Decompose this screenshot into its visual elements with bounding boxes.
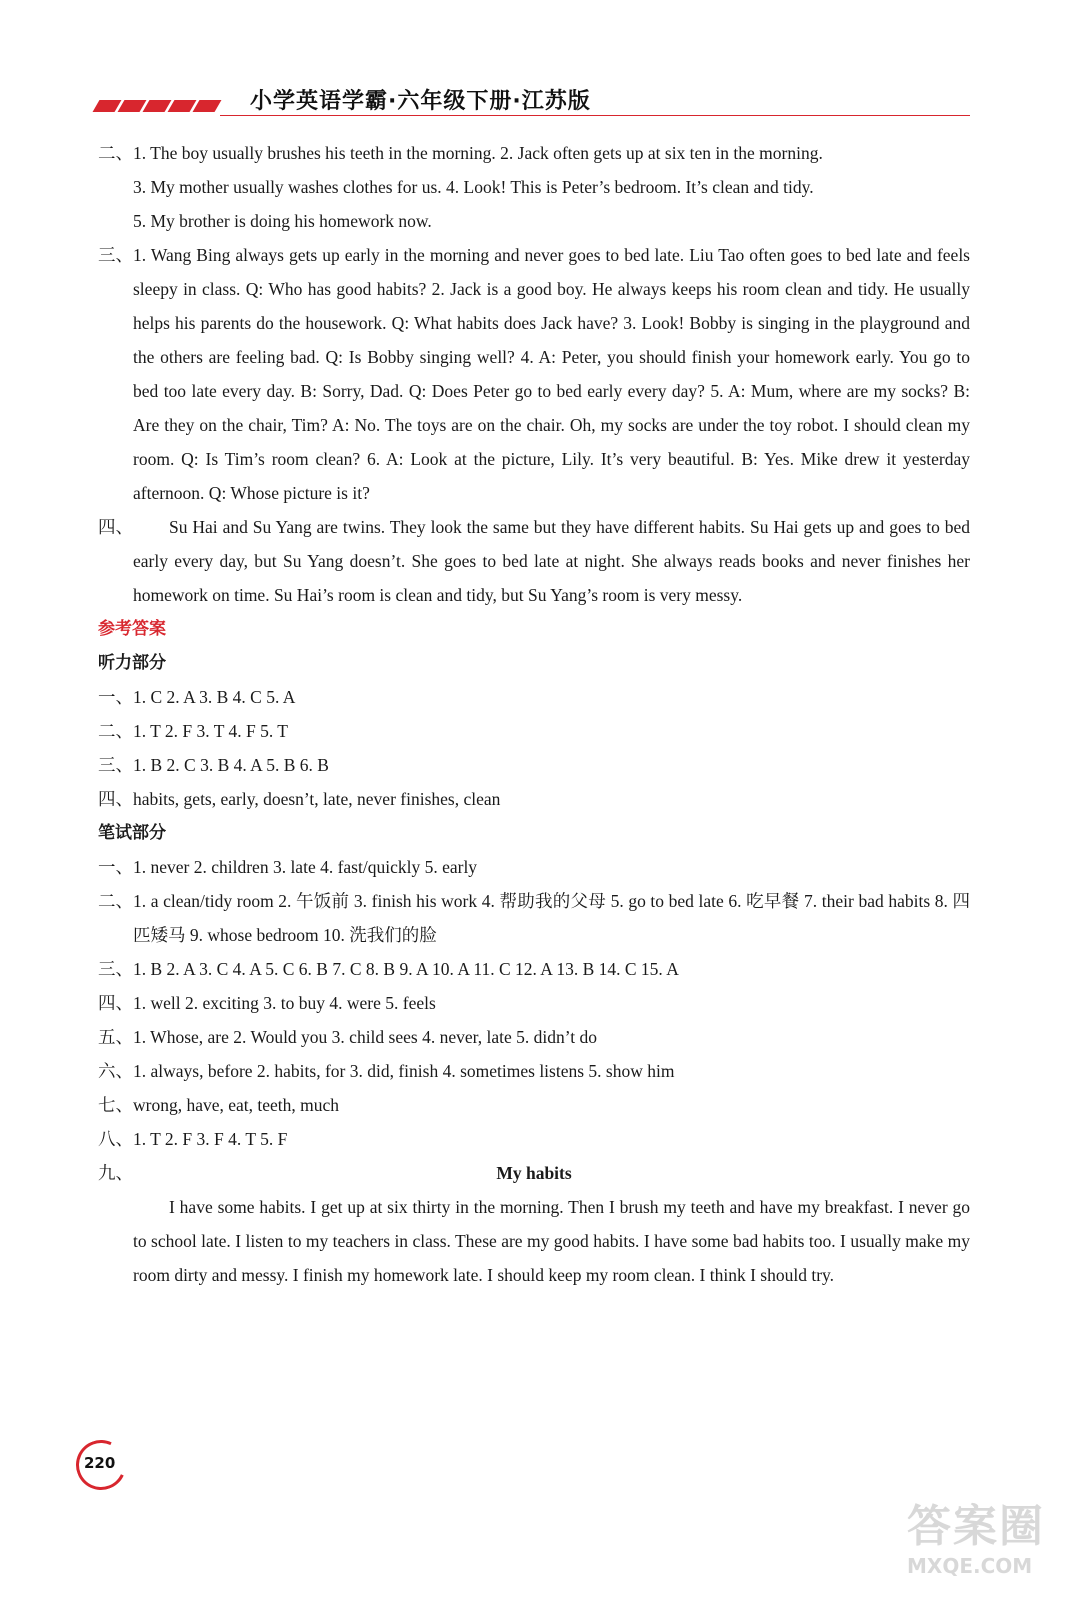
transcript-section-3 [98,238,970,510]
answer-label: 三、 [98,755,133,775]
answer-text: 1. B 2. C 3. B 4. A 5. B 6. B [133,755,329,775]
answer-text: 1. T 2. F 3. T 4. F 5. T [133,721,288,741]
answer-text: 1. C 2. A 3. B 4. C 5. A [133,687,296,707]
answer-text: 1. T 2. F 3. F 4. T 5. F [133,1129,288,1149]
written-heading: 笔试部分 [98,823,166,843]
transcript-line: 5. My brother is doing his homework now. [133,211,432,231]
answer-label: 五、 [98,1027,133,1047]
answer-line [98,1088,970,1122]
page-content [98,136,970,1292]
answer-text: 1. a clean/tidy room 2. 午饭前 3. finish his work 4. 帮助我的父母 5. go to bed late 6. 吃早餐 7. their bad habits 8. 四匹矮马 9. whose bedroom 10. 洗我们的脸 [133,891,970,945]
answer-text: habits, gets, early, doesn’t, late, never finishes, clean [133,789,501,809]
answer-label: 二、 [98,891,133,911]
transcript-text: Su Hai and Su Yang are twins. They look the same but they have different habits. Su Hai gets up and goes to bed early every day, but Su Yang doesn’t. She goes to bed late at night. She always reads books and never finishes her homework on time. Su Hai’s room is clean and tidy, but Su Yang’s room is very messy. [133,517,970,605]
answer-line [98,952,970,986]
answer-line [98,748,970,782]
answer-line [98,1054,970,1088]
section-label: 四、 [98,517,133,537]
header-rule [220,115,970,116]
answers-heading: 参考答案 [98,619,166,639]
page-number: 220 [84,1454,116,1472]
answer-label: 一、 [98,687,133,707]
section-label: 三、 [98,245,133,265]
watermark-logo [907,1490,1057,1578]
watermark-url: MXQE.COM [907,1554,1033,1578]
listening-heading: 听力部分 [98,653,166,673]
answer-line [98,1122,970,1156]
page-header [90,82,970,122]
book-title: 小学英语学霸·六年级下册·江苏版 [250,89,591,114]
transcript-section-4 [98,510,970,612]
answer-line [98,714,970,748]
answer-line [98,850,970,884]
essay-heading [98,1156,970,1190]
answer-label: 七、 [98,1095,133,1115]
answer-line [98,680,970,714]
transcript-section-2 [98,136,970,238]
answer-text: wrong, have, eat, teeth, much [133,1095,340,1115]
answer-label: 八、 [98,1129,133,1149]
section-label: 二、 [98,143,133,163]
answer-text: 1. B 2. A 3. C 4. A 5. C 6. B 7. C 8. B 9. A 10. A 11. C 12. A 13. B 14. C 15. A [133,959,679,979]
answer-line [98,884,970,952]
answer-label: 一、 [98,857,133,877]
watermark-text: 答案圈 [907,1501,1045,1552]
answer-label: 二、 [98,721,133,741]
answer-text: 1. always, before 2. habits, for 3. did, finish 4. sometimes listens 5. show him [133,1061,675,1081]
answer-line [98,986,970,1020]
essay-text: I have some habits. I get up at six thirty in the morning. Then I brush my teeth and have my breakfast. I never go to school late. I listen to my teachers in class. These are my good habits. I have some bad habits too. I usually make my room dirty and messy. I finish my homework late. I should keep my room clean. I think I should try. [133,1197,970,1285]
page-number-badge [76,1440,126,1490]
answer-label: 六、 [98,1061,133,1081]
header-stripes [96,100,218,114]
essay-body [98,1190,970,1292]
answer-text: 1. well 2. exciting 3. to buy 4. were 5. feels [133,993,436,1013]
answer-line [98,1020,970,1054]
transcript-line: 1. The boy usually brushes his teeth in the morning. 2. Jack often gets up at six ten in the morning. [133,143,823,163]
transcript-text: 1. Wang Bing always gets up early in the morning and never goes to bed late. Liu Tao often goes to bed late and feels sleepy in class. Q: Who has good habits? 2. Jack is a good boy. He always keeps his room clean and tidy. He usually helps his parents do the housework. Q: What habits does Jack have? 3. Look! Bobby is singing in the playground and the others are feeling bad. Q: Is Bobby singing well? 4. A: Peter, you should finish your homework early. You go to bed too late every day. B: Sorry, Dad. Q: Does Peter go to bed early every day? 5. A: Mum, where are my socks? B: Are they on the chair, Tim? A: No. The toys are on the chair. Oh, my socks are under the toy robot. I should clean my room. Q: Is Tim’s room clean? 6. A: Look at the picture, Lily. It’s very beautiful. B: Yes. Mike drew it yesterday afternoon. Q: Whose picture is it? [133,245,970,503]
answer-text: 1. never 2. children 3. late 4. fast/quickly 5. early [133,857,478,877]
answer-label: 三、 [98,959,133,979]
answer-label: 四、 [98,993,133,1013]
essay-title: My habits [496,1163,572,1183]
answer-text: 1. Whose, are 2. Would you 3. child sees 4. never, late 5. didn’t do [133,1027,597,1047]
answer-line [98,782,970,816]
transcript-line: 3. My mother usually washes clothes for us. 4. Look! This is Peter’s bedroom. It’s clean and tidy. [133,177,814,197]
answer-label: 四、 [98,789,133,809]
answer-label: 九、 [98,1163,133,1183]
